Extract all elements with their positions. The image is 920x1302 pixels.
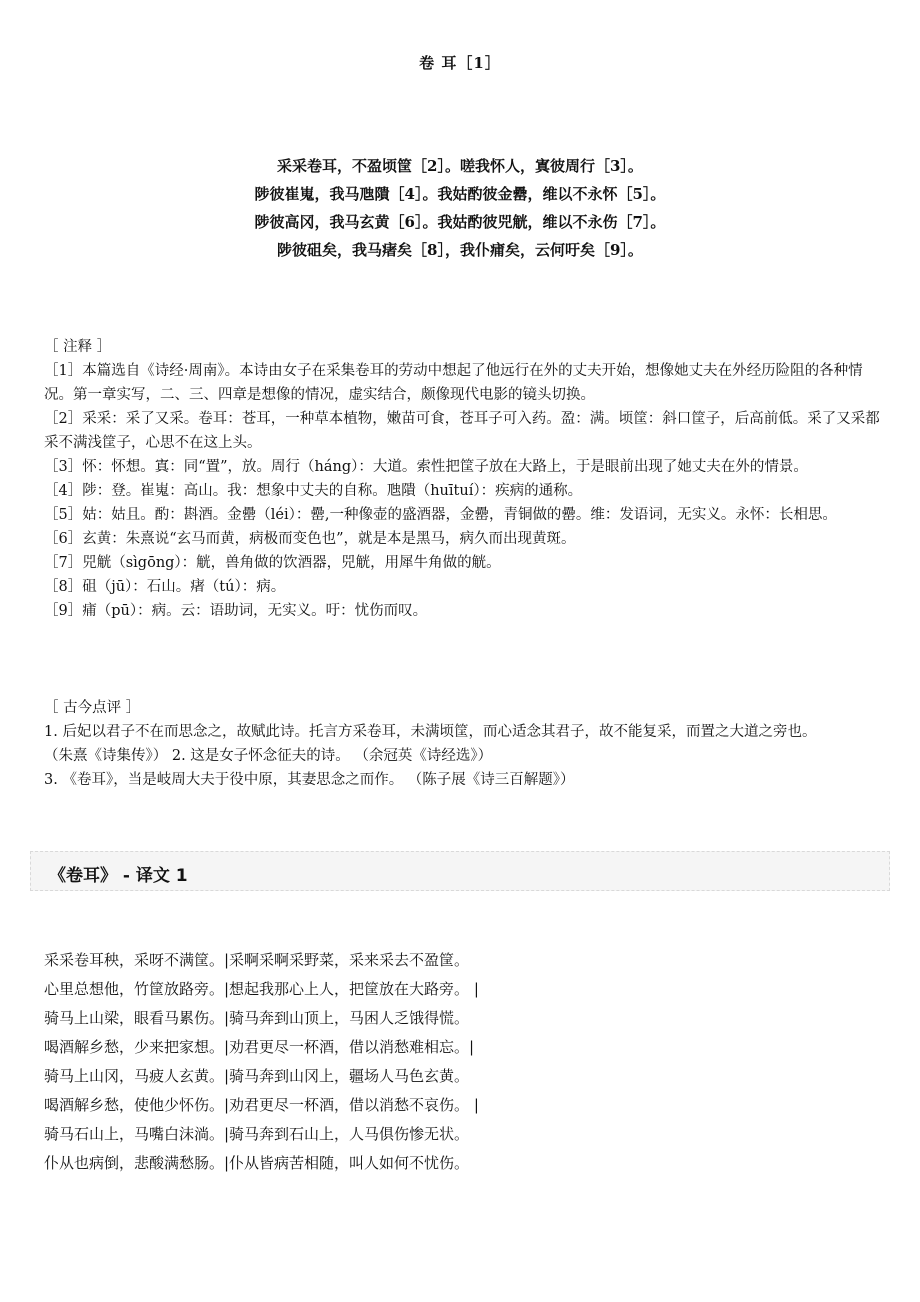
note-item: ［1］本篇选自《诗经·周南》。本诗由女子在采集卷耳的劳动中想起了他远行在外的丈夫开始，想像她丈夫在外经历险阻的各种情况。第一章实写，二、三、四章是想像的情况，虚实结合，颇像现代电影的镜头切换。 (44, 363, 863, 403)
translation-line: 喝酒解乡愁，少来把家想。|劝君更尽一杯酒，借以消愁难相忘。| (44, 1038, 475, 1056)
comment-item: 3. 《卷耳》，当是岐周大夫于役中原，其妻思念之而作。 （陈子展《诗三百解题》） (44, 772, 575, 788)
translation-line: 采采卷耳秧，采呀不满筐。|采啊采啊采野菜，采来采去不盈筐。 (44, 951, 470, 969)
comment-item: （朱熹《诗集传》） 2. 这是女子怀念征夫的诗。 （余冠英《诗经选》） (44, 748, 493, 764)
comment-item: 1. 后妃以君子不在而思念之，故赋此诗。托言方采卷耳，未满顷筐，而心适念其君子，故不能复采，而置之大道之旁也。 (44, 724, 817, 740)
translation-line: 骑马上山梁，眼看马累伤。|骑马奔到山顶上，马困人乏饿得慌。 (44, 1009, 470, 1027)
translation-body (44, 946, 882, 1178)
notes-heading: ［ 注释 ］ (44, 339, 112, 355)
poem-title: 卷 耳［1］ (419, 54, 501, 72)
notes-section (44, 335, 882, 623)
comments-section (44, 696, 882, 792)
note-item: ［8］砠（jū）：石山。瘏（tú）：病。 (44, 579, 286, 595)
comments-heading: ［ 古今点评 ］ (44, 700, 141, 716)
note-item: ［2］采采：采了又采。卷耳：苍耳，一种草本植物，嫩苗可食，苍耳子可入药。盈：满。顷筐：斜口筐子，后高前低。采了又采都采不满浅筐子，心思不在这上头。 (44, 411, 880, 451)
poem-line: 陟彼砠矣，我马瘏矣［8］，我仆痡矣，云何吁矣［9］。 (277, 241, 643, 259)
translation-header-bar (30, 851, 890, 891)
poem-body (0, 152, 920, 264)
note-item: ［4］陟：登。崔嵬：高山。我：想象中丈夫的自称。虺隤（huītuí）：疾病的通称。 (44, 483, 583, 499)
translation-heading: 《卷耳》 - 译文 1 (49, 866, 188, 886)
translation-line: 心里总想他，竹筐放路旁。|想起我那心上人，把筐放在大路旁。 | (44, 980, 479, 998)
poem-line: 采采卷耳，不盈顷筐［2］。嗟我怀人，寘彼周行［3］。 (277, 157, 643, 175)
note-item: ［5］姑：姑且。酌：斟酒。金罍（léi）：罍,一种像壶的盛酒器，金罍，青铜做的罍。维：发语词，无实义。永怀：长相思。 (44, 507, 837, 523)
translation-line: 仆从也病倒，悲酸满愁肠。|仆从皆病苦相随，叫人如何不忧伤。 (44, 1154, 470, 1172)
note-item: ［7］兕觥（sìgōng）：觥，兽角做的饮酒器，兕觥，用犀牛角做的觥。 (44, 555, 501, 571)
poem-line: 陟彼崔嵬，我马虺隤［4］。我姑酌彼金罍，维以不永怀［5］。 (254, 185, 666, 203)
translation-line: 骑马上山冈，马疲人玄黄。|骑马奔到山冈上，疆场人马色玄黄。 (44, 1067, 470, 1085)
poem-line: 陟彼高冈，我马玄黄［6］。我姑酌彼兕觥，维以不永伤［7］。 (254, 213, 666, 231)
translation-line: 喝酒解乡愁，使他少怀伤。|劝君更尽一杯酒，借以消愁不哀伤。 | (44, 1096, 479, 1114)
note-item: ［6］玄黄：朱熹说“玄马而黄，病极而变色也”，就是本是黑马，病久而出现黄斑。 (44, 531, 576, 547)
note-item: ［3］怀：怀想。寘：同“置”，放。周行（háng）：大道。索性把筐子放在大路上，于是眼前出现了她丈夫在外的情景。 (44, 459, 808, 475)
translation-line: 骑马石山上，马嘴白沫淌。|骑马奔到石山上，人马俱伤惨无状。 (44, 1125, 470, 1143)
note-item: ［9］痡（pū）：病。云：语助词，无实义。吁：忧伤而叹。 (44, 603, 428, 619)
